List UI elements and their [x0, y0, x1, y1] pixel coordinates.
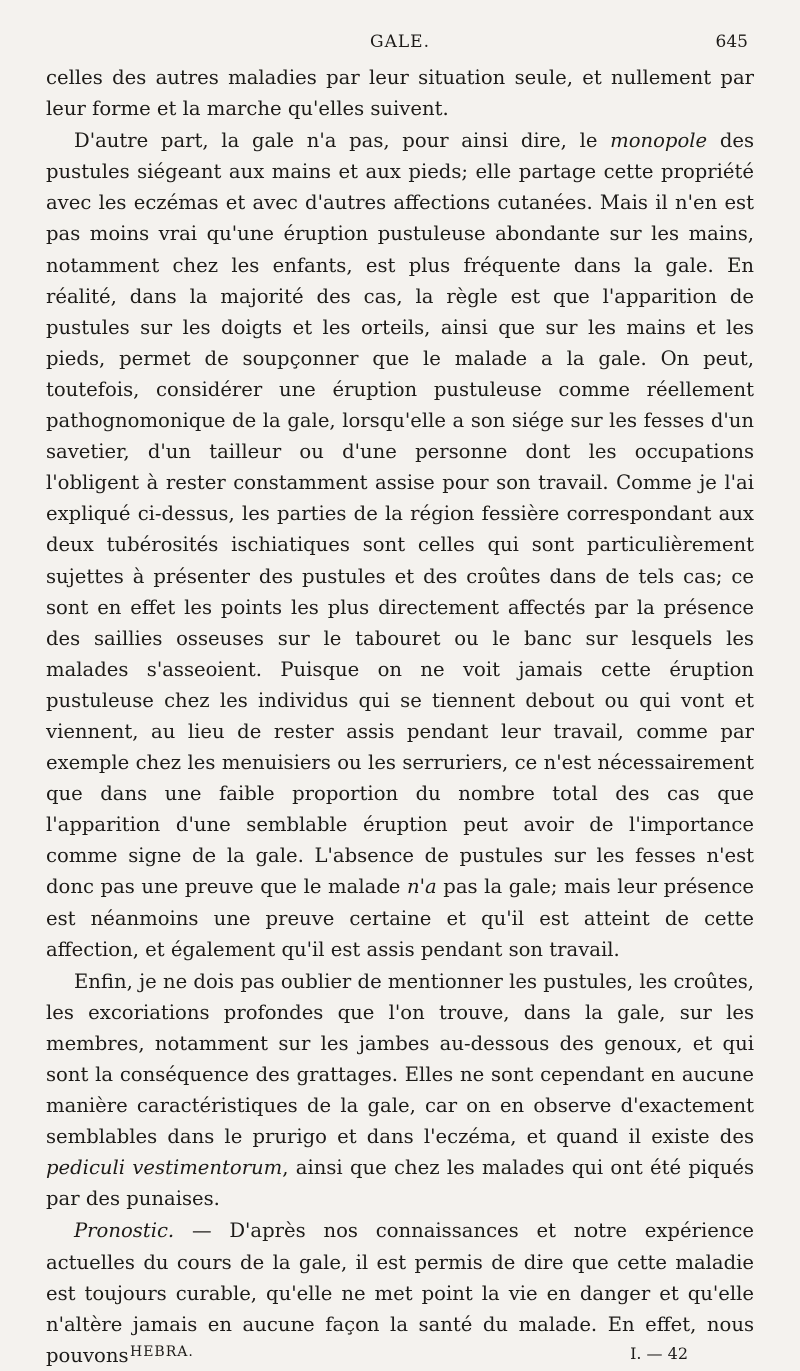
running-title: GALE.: [370, 32, 430, 52]
paragraph-2: [46, 125, 754, 965]
page-number: 645: [715, 32, 748, 52]
sheet-mark: I. — 42: [630, 1344, 688, 1363]
paragraph-text: celles des autres maladies par leur situation seule, et nullement par leur forme et la marche qu'elles suivent.: [46, 66, 754, 121]
emphasis-pediculi: pediculi vestimentorum: [46, 1156, 283, 1180]
paragraph-1: [46, 62, 754, 124]
paragraph-text: — D'après nos connaissances et notre expérience actuelles du cours de la gale, il est permis de dire que cette maladie est toujours curable, qu'elle ne met point la vie en danger et qu'elle n'altère jamais en aucune façon la santé du malade. En effet, nous pouvons: [46, 1219, 754, 1367]
paragraph-text: des pustules siégeant aux mains et aux pieds; elle partage cette propriété avec les eczémas et avec d'autres affections cutanées. Mais il n'en est pas moins vrai qu'une éruption pustuleuse abondante sur les mains, notamment chez les enfants, est plus fréquente dans la gale. En réalité, dans la majorité des cas, la règle est que l'apparition de pustules sur les doigts et les orteils, ainsi que sur les mains et les pieds, permet de soupçonner que le malade a la gale. On peut, toutefois, considérer une éruption pustuleuse comme réellement pathognomonique de la gale, lorsqu'elle a son siége sur les fesses d'un savetier, d'un tailleur ou d'une personne dont les occupations l'obligent à rester constamment assise pour son travail. Comme je l'ai expliqué ci-dessus, les parties de la région fessière correspondant aux deux tubérosités ischiatiques sont celles qui sont particulièrement sujettes à présenter des pustules et des croûtes dans de tels cas; ce sont en effet les points les plus directement affectés par la présence des saillies osseuses sur le tabouret ou le banc sur lesquels les malades s'asseoient. Puisque on ne voit jamais cette éruption pustuleuse chez les individus qui se tiennent debout ou qui vont et viennent, au lieu de rester assis pendant leur travail, comme par exemple chez les menuisiers ou les serruriers, ce n'est nécessairement que dans une faible proportion du nombre total des cas que l'apparition d'une semblable éruption peut avoir de l'importance comme signe de la gale. L'absence de pustules sur les fesses n'est donc pas une preuve que le malade: [46, 129, 755, 899]
body-text: [46, 62, 754, 1371]
page-footer: [0, 1344, 800, 1366]
paragraph-text: , ainsi que chez les malades qui ont été piqués par des punaises.: [46, 1156, 754, 1211]
running-head: [0, 32, 800, 56]
signature-mark: HEBRA.: [130, 1344, 194, 1360]
paragraph-3: [46, 966, 754, 1215]
emphasis-monopole: monopole: [610, 129, 708, 153]
section-heading-pronostic: Pronostic.: [74, 1219, 175, 1243]
paragraph-text: pas la gale; mais leur présence est néanmoins une preuve certaine et qu'il est atteint de cette affection, et également qu'il est assis pendant son travail.: [46, 875, 754, 961]
paragraph-text: D'autre part, la gale n'a pas, pour ainsi dire, le: [74, 129, 611, 153]
paragraph-text: Enfin, je ne dois pas oublier de mentionner les pustules, les croûtes, les excoriations profondes que l'on trouve, dans la gale, sur les membres, notamment sur les jambes au-dessous des genoux, et qui sont la conséquence des grattages. Elles ne sont cependant en aucune manière caractéristiques de la gale, car on en observe d'exactement semblables dans le prurigo et dans l'eczéma, et quand il existe des: [46, 969, 754, 1149]
emphasis-na: n'a: [407, 875, 437, 899]
